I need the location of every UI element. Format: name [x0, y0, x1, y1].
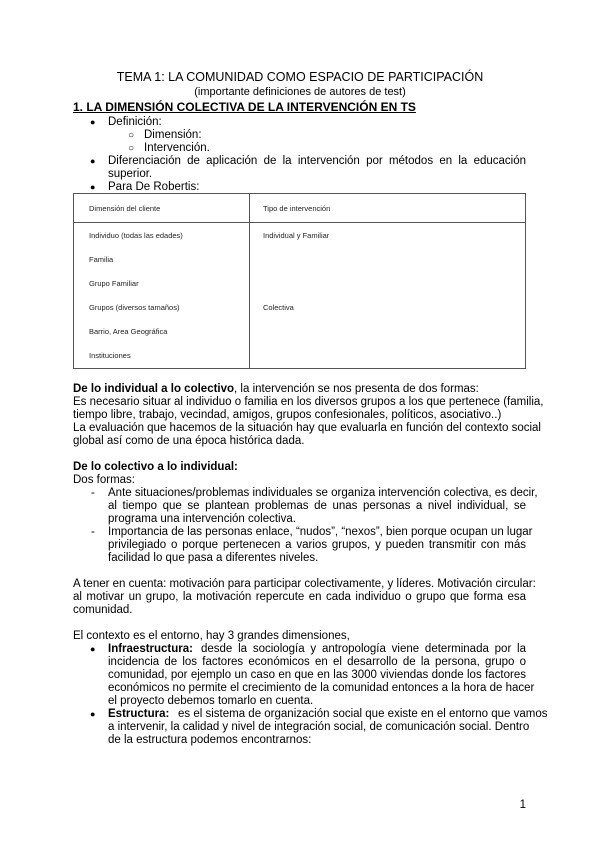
dash-item-2-line2: privilegiado o porque pertenecen a varios grupos, y pueden transmitir con más	[108, 539, 526, 551]
de-robertis-table	[73, 193, 526, 369]
paragraph-line: al motivar un grupo, la motivación repercute en cada individuo o grupo que forma esa	[73, 591, 526, 603]
sub-bullet-intervencion: Intervención.	[144, 142, 210, 154]
paragraph-line: tiempo libre, trabajo, vecindad, amigos, grupos confesionales, políticos, asociativo..)	[73, 409, 502, 421]
infra-line4: económicos no permite el crecimiento de la comunidad entonces a la hora de hacer	[108, 682, 535, 694]
estructura-bold: Estructura:	[108, 708, 170, 720]
sub-bullet-dimension: Dimensión:	[144, 129, 202, 141]
table-row	[74, 223, 526, 248]
table-header-cell: Tipo de intervención	[250, 194, 526, 223]
page-title: TEMA 1: LA COMUNIDAD COMO ESPACIO DE PARTICIPACIÓN	[116, 70, 484, 84]
infra-line5: el proyecto debemos tomarlo en cuenta.	[108, 695, 314, 707]
table-header-cell: Dimensión del cliente	[74, 194, 250, 223]
table-row	[74, 343, 526, 368]
table-cell: Familia	[74, 248, 250, 272]
dash-marker: -	[91, 487, 95, 499]
section-heading: 1. LA DIMENSIÓN COLECTIVA DE LA INTERVENCIÓN EN TS	[73, 100, 416, 114]
bullet-dot: ●	[90, 709, 96, 719]
paragraph-line: comunidad.	[73, 604, 133, 616]
table-cell: Barrio, Area Geográfica	[74, 319, 250, 343]
table-cell	[250, 343, 526, 368]
table-cell: Grupo Familiar	[74, 272, 250, 296]
bullet-diferenciacion-line2: superior.	[108, 168, 153, 180]
infra-line1: desde la sociología y antropología viene determinada por la	[201, 643, 526, 655]
paragraph-line: La evaluación que hacemos de la situación hay que evaluarla en función del contexto social	[73, 422, 541, 434]
dash-item-2-line3: facilidad lo que pasa a diferentes niveles.	[108, 552, 319, 564]
bullet-dot: ●	[90, 156, 96, 166]
paragraph-line: global así como de una época histórica dada.	[73, 435, 305, 447]
infra-line3: comunidad, por ejemplo un caso en que en las 3000 viviendas donde los factores	[108, 669, 526, 681]
subheading-colectivo-individual: De lo colectivo a lo individual:	[73, 461, 238, 473]
table-cell: Instituciones	[74, 343, 250, 368]
table-cell	[250, 319, 526, 343]
page-number: 1	[519, 799, 526, 811]
paragraph-individual-colectivo	[73, 383, 479, 396]
dash-item-2-line1: Importancia de las personas enlace, “nudos”, “nexos”, bien porque ocupan un lugar	[108, 526, 533, 538]
estructura-line3: de la estructura podemos encontrarnos:	[108, 734, 312, 746]
table-row	[74, 272, 526, 296]
bold-lead: De lo individual a lo colectivo	[73, 383, 235, 395]
estructura-line1: es el sistema de organización social que existe en el entorno que vamos	[178, 708, 548, 720]
bullet-definicion: Definición:	[108, 116, 162, 128]
bullet-dot: ●	[90, 182, 96, 192]
dash-item-1-line1: Ante situaciones/problemas individuales se organiza intervención colectiva, es decir,	[108, 487, 538, 499]
table-row	[74, 248, 526, 272]
bullet-dot: ●	[90, 117, 96, 127]
paragraph-line: El contexto es el entorno, hay 3 grandes dimensiones,	[73, 630, 350, 642]
dash-marker: -	[91, 526, 95, 538]
sub-bullet-circle: ○	[128, 143, 135, 154]
estructura-line2: a intervenir, la calidad y nivel de integración social, de comunicación social. Dentro	[108, 721, 530, 733]
table-row	[74, 319, 526, 343]
table-cell: Individuo (todas las edades)	[74, 223, 250, 248]
table-cell: Grupos (diversos tamaños)	[74, 295, 250, 319]
page-subtitle: (importante definiciones de autores de test)	[194, 86, 406, 98]
dash-item-1-line2: al tiempo que se plantean problemas de unas personas a nivel individual, se	[108, 500, 526, 512]
paragraph-line: Dos formas:	[73, 474, 135, 486]
bullet-diferenciacion-line1: Diferenciación de aplicación de la intervención por métodos en la educación	[108, 155, 526, 167]
infra-bold: Infraestructura:	[108, 643, 193, 655]
table-cell: Individual y Familiar	[250, 223, 526, 248]
bullet-derobertis: Para De Robertis:	[108, 181, 200, 193]
table-header-row	[74, 194, 526, 223]
infra-line2: incidencia de los factores económicos en el desarrollo de la persona, grupo o	[108, 656, 526, 668]
bullet-dot: ●	[90, 644, 96, 654]
dash-item-1-line3: programa una intervención colectiva.	[108, 513, 296, 525]
table-cell	[250, 272, 526, 296]
paragraph-line: A tener en cuenta: motivación para participar colectivamente, y líderes. Motivación circular:	[73, 578, 536, 590]
sub-bullet-circle: ○	[128, 130, 135, 141]
table-cell	[250, 248, 526, 272]
table-row	[74, 295, 526, 319]
paragraph-text: , la intervención se nos presenta de dos formas:	[234, 383, 479, 395]
paragraph-line: Es necesario situar al individuo o familia en los diversos grupos a los que pertenece (familia,	[73, 396, 544, 408]
table-cell: Colectiva	[250, 295, 526, 319]
